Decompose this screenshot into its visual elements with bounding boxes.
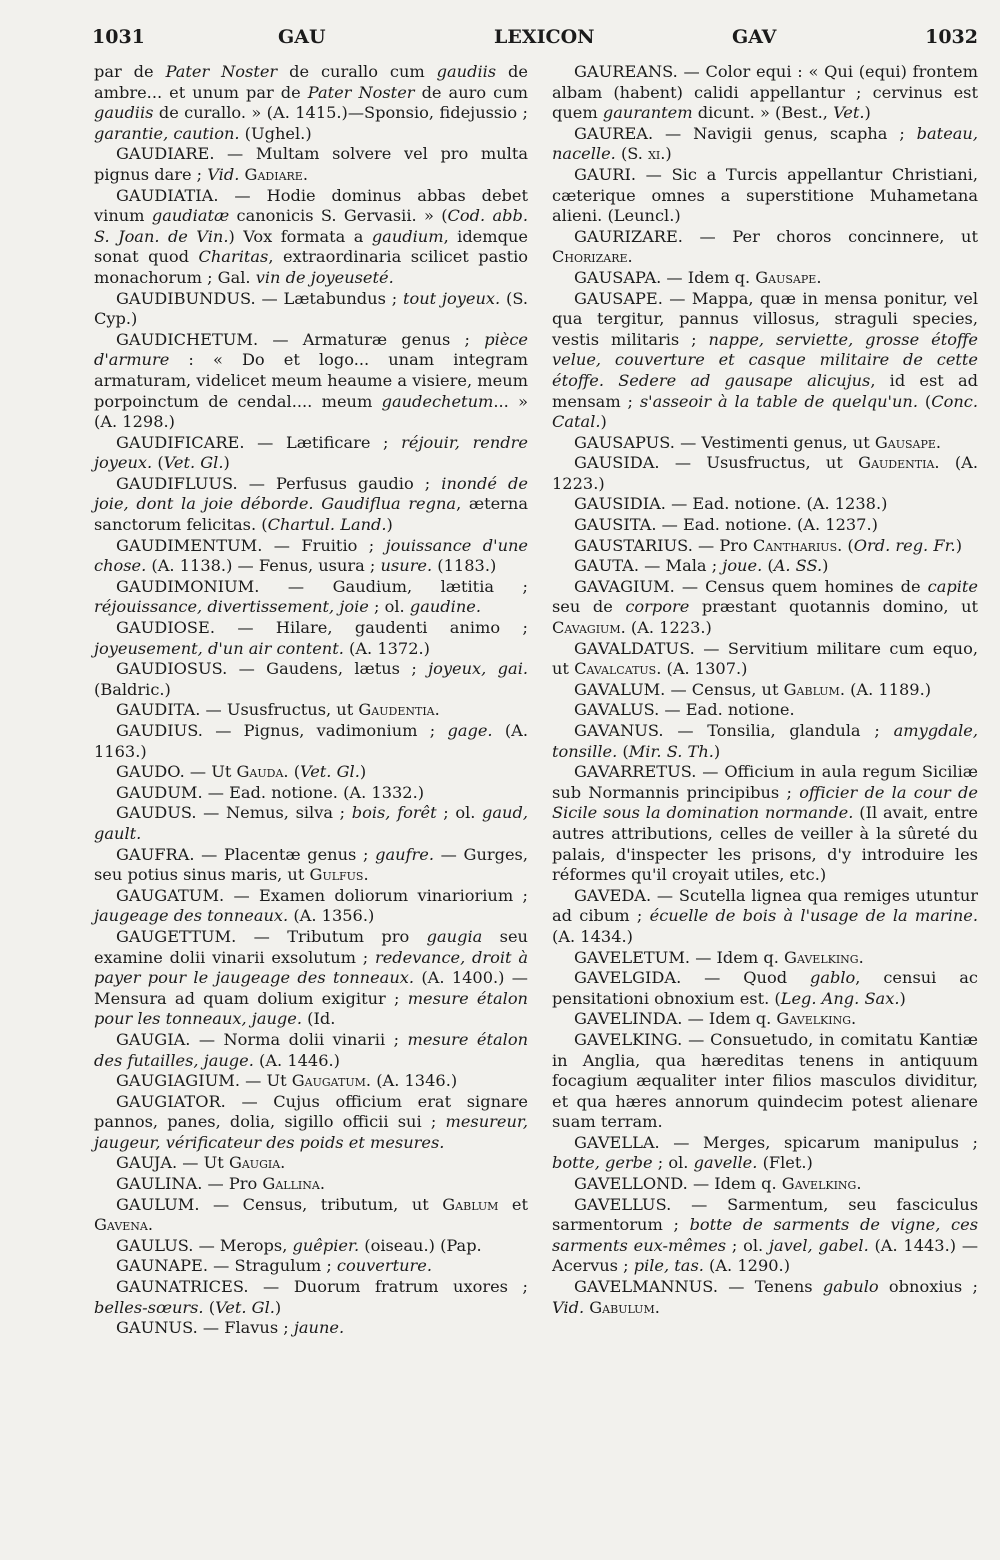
dictionary-entry: par de Pater Noster de curallo cum gaudiis de ambre... et unum par de Pater Noster de auro cum gaudiis de curallo. » (A. 1415.)—Sponsio, fidejussio ; garantie, caution. (Ughel.) [94,62,529,143]
dictionary-entry: GAVANUS. — Tonsilia, glandula ; amygdale, tonsille. (Mir. S. Th.) [552,721,978,761]
left-page-number: 1031 [92,26,145,48]
dictionary-entry: GAUSTARIUS. — Pro Cantharius. (Ord. reg. Fr.) [574,535,963,555]
dictionary-entry: GAVEDA. — Scutella lignea qua remiges utuntur ad cibum ; écuelle de bois à l'usage de la marine. (A. 1434.) [552,885,978,946]
dictionary-entry: GAVELLA. — Merges, spicarum manipulus ; botte, gerbe ; ol. gavelle. (Flet.) [552,1132,978,1173]
dictionary-entry: GAUNATRICES. — Duorum fratrum uxores ; belles-sœurs. (Vet. Gl.) [94,1277,528,1317]
dictionary-entry: GAUDO. — Ut Gauda. (Vet. Gl.) [116,762,367,782]
dictionary-entry: GAUDIFICARE. — Lætificare ; réjouir, rendre joyeux. (Vet. Gl.) [94,432,528,473]
dictionary-entry: GAVALUM. — Census, ut Gablum. (A. 1189.) [574,679,932,699]
dictionary-entry: GAUDUS. — Nemus, silva ; bois, forêt ; ol. gaud, gault. [94,803,528,843]
dictionary-entry: GAVALDATUS. — Servitium militare cum equo, ut Cavalcatus. (A. 1307.) [552,638,978,679]
running-header [92,26,978,56]
dictionary-entry: GAUDIOSE. — Hilare, gaudenti animo ; joyeusement, d'un air content. (A. 1372.) [94,618,528,658]
dictionary-entry: GAVELLUS. — Sarmentum, seu fasciculus sarmentorum ; botte de sarments de vigne, ces sarments eux-mêmes ; ol. javel, gabel. (A. 1443.) — Acervus ; pile, tas. (A. 1290.) [552,1194,979,1276]
dictionary-entry: GAVALUS. — Ead. notione. [574,700,795,720]
dictionary-entry: GAUSIDA. — Ususfructus, ut Gaudentia. (A. 1223.) [552,453,978,493]
dictionary-entry: GAUSITA. — Ead. notione. (A. 1237.) [574,515,878,535]
dictionary-entry: GAVELGIDA. — Quod gablo, censui ac pensitationi obnoxium est. (Leg. Ang. Sax.) [552,968,978,1008]
dictionary-entry: GAUDIMONIUM. — Gaudium, lætitia ; réjouissance, divertissement, joie ; ol. gaudine. [94,576,528,617]
dictionary-entry: GAVELLOND. — Idem q. Gavelking. [574,1174,862,1194]
dictionary-entry: GAUSAPA. — Idem q. Gausape. [574,267,822,287]
dictionary-entry: GAUDIOSUS. — Gaudens, lætus ; joyeux, gai. (Baldric.) [94,659,529,699]
dictionary-entry: GAUGIATOR. — Cujus officium erat signare pannos, panes, dolia, sigillo officii sui ; mesureur, jaugeur, vérificateur des poids et mesures. [94,1091,528,1152]
right-column [552,62,978,1318]
dictionary-entry: GAUDUM. — Ead. notione. (A. 1332.) [116,782,425,802]
dictionary-entry: GAUGIA. — Norma dolii vinarii ; mesure étalon des futailles, jauge. (A. 1446.) [94,1029,529,1070]
dictionary-entry: GAURI. — Sic a Turcis appellantur Christiani, cæterique omnes a superstitione Muhametana alieni. (Leuncl.) [552,164,978,226]
dictionary-entry: GAULUS. — Merops, guêpier. (oiseau.) (Pap. [116,1235,482,1255]
left-guide-word: GAU [278,26,326,48]
dictionary-entry: GAUDIFLUUS. — Perfusus gaudio ; inondé de joie, dont la joie déborde. Gaudiflua regna, æterna sanctorum felicitas. (Chartul. Land.) [94,473,528,535]
dictionary-entry: GAUGATUM. — Examen doliorum vinariorium ; jaugeage des tonneaux. (A. 1356.) [94,885,528,926]
dictionary-entry: GAUDIARE. — Multam solvere vel pro multa pignus dare ; Vid. Gadiare. [94,144,528,184]
dictionary-entry: GAUTA. — Mala ; joue. (A. SS.) [574,556,829,576]
dictionary-entry: GAUDITA. — Ususfructus, ut Gaudentia. [116,700,440,720]
left-column [94,62,528,1339]
dictionary-entry: GAUSIDIA. — Ead. notione. (A. 1238.) [574,494,888,514]
dictionary-entry: GAUREA. — Navigii genus, scapha ; bateau, nacelle. (S. xi.) [552,123,978,164]
dictionary-entry: GAVELETUM. — Idem q. Gavelking. [574,947,864,967]
dictionary-entry: GAUSAPE. — Mappa, quæ in mensa ponitur, vel qua tergitur, pannus villosus, straguli species, vestis militaris ; nappe, serviette, grosse étoffe velue, couverture et casque militaire de cette étoffe. Sedere ad gausape alicujus, id est ad mensam ; s'asseoir à la table de quelqu'un. (Conc. Catal.) [552,288,978,432]
right-page-number: 1032 [925,26,978,48]
running-title: LEXICON [494,26,595,48]
right-guide-word: GAV [732,26,777,48]
dictionary-entry: GAVELKING. — Consuetudo, in comitatu Kantiæ in Anglia, qua hæreditas tenens in antiquum focagium æqualiter inter filios masculos dividitur, et qua hæres annorum quindecim potest alienare suam terram. [552,1029,978,1132]
dictionary-entry: GAUSAPUS. — Vestimenti genus, ut Gausape. [574,432,942,452]
dictionary-entry: GAUJA. — Ut Gaugia. [116,1153,286,1173]
dictionary-entry: GAUDIUS. — Pignus, vadimonium ; gage. (A. 1163.) [94,721,528,761]
dictionary-entry: GAUDIMENTUM. — Fruitio ; jouissance d'une chose. (A. 1138.) — Fenus, usura ; usure. (1183.) [94,535,528,576]
dictionary-entry: GAUFRA. — Placentæ genus ; gaufre. — Gurges, seu potius sinus maris, ut Gulfus. [94,844,529,885]
dictionary-entry: GAUGIAGIUM. — Ut Gaugatum. (A. 1346.) [116,1071,458,1091]
dictionary-entry: GAULUM. — Census, tributum, ut Gablum et Gavena. [94,1194,529,1235]
dictionary-entry: GAUDIBUNDUS. — Lætabundus ; tout joyeux. (S. Cyp.) [94,288,528,329]
dictionary-entry: GAUGETTUM. — Tributum pro gaugia seu examine dolii vinarii exsolutum ; redevance, droit à payer pour le jaugeage des tonneaux. (A. 1400.) — Mensura ad quam dolium exigitur ; mesure étalon pour les tonneaux, jauge. (Id. [94,926,528,1029]
dictionary-entry: GAVARRETUS. — Officium in aula regum Siciliæ sub Normannis principibus ; officier de la cour de Sicile sous la domination normande. (Il avait, entre autres attributions, celles de veiller à la sûreté du palais, d'inspecter les prisons, d'y introduire les réformes qu'il croyait utiles, etc.) [552,762,978,885]
dictionary-entry: GAUDIATIA. — Hodie dominus abbas debet vinum gaudiatæ canonicis S. Gervasii. » (Cod. abb. S. Joan. de Vin.) Vox formata a gaudium, idemque sonat quod Charitas, extraordinaria scilicet pastio monachorum ; Gal. vin de joyeuseté. [94,185,529,287]
dictionary-entry: GAVELMANNUS. — Tenens gabulo obnoxius ; Vid. Gabulum. [552,1277,978,1317]
dictionary-entry: GAVAGIUM. — Census quem homines de capite seu de corpore præstant quotannis domino, ut Cavagium. (A. 1223.) [552,576,979,638]
dictionary-entry: GAVELINDA. — Idem q. Gavelking. [574,1009,857,1029]
dictionary-entry: GAUDICHETUM. — Armaturæ genus ; pièce d'armure : « Do et logo... unam integram armaturam, videlicet meum heaume a visiere, meum porpoinctum de cendal.... meum gaudechetum... » (A. 1298.) [94,329,528,432]
dictionary-entry: GAULINA. — Pro Gallina. [116,1174,325,1194]
dictionary-entry: GAURIZARE. — Per choros concinnere, ut Chorizare. [552,226,978,267]
dictionary-entry: GAUNUS. — Flavus ; jaune. [116,1318,345,1338]
dictionary-entry: GAUREANS. — Color equi : « Qui (equi) frontem albam (habent) calidi appellantur ; cervinus est quem gaurantem dicunt. » (Best., Vet.) [552,62,978,123]
dictionary-entry: GAUNAPE. — Stragulum ; couverture. [116,1256,433,1276]
